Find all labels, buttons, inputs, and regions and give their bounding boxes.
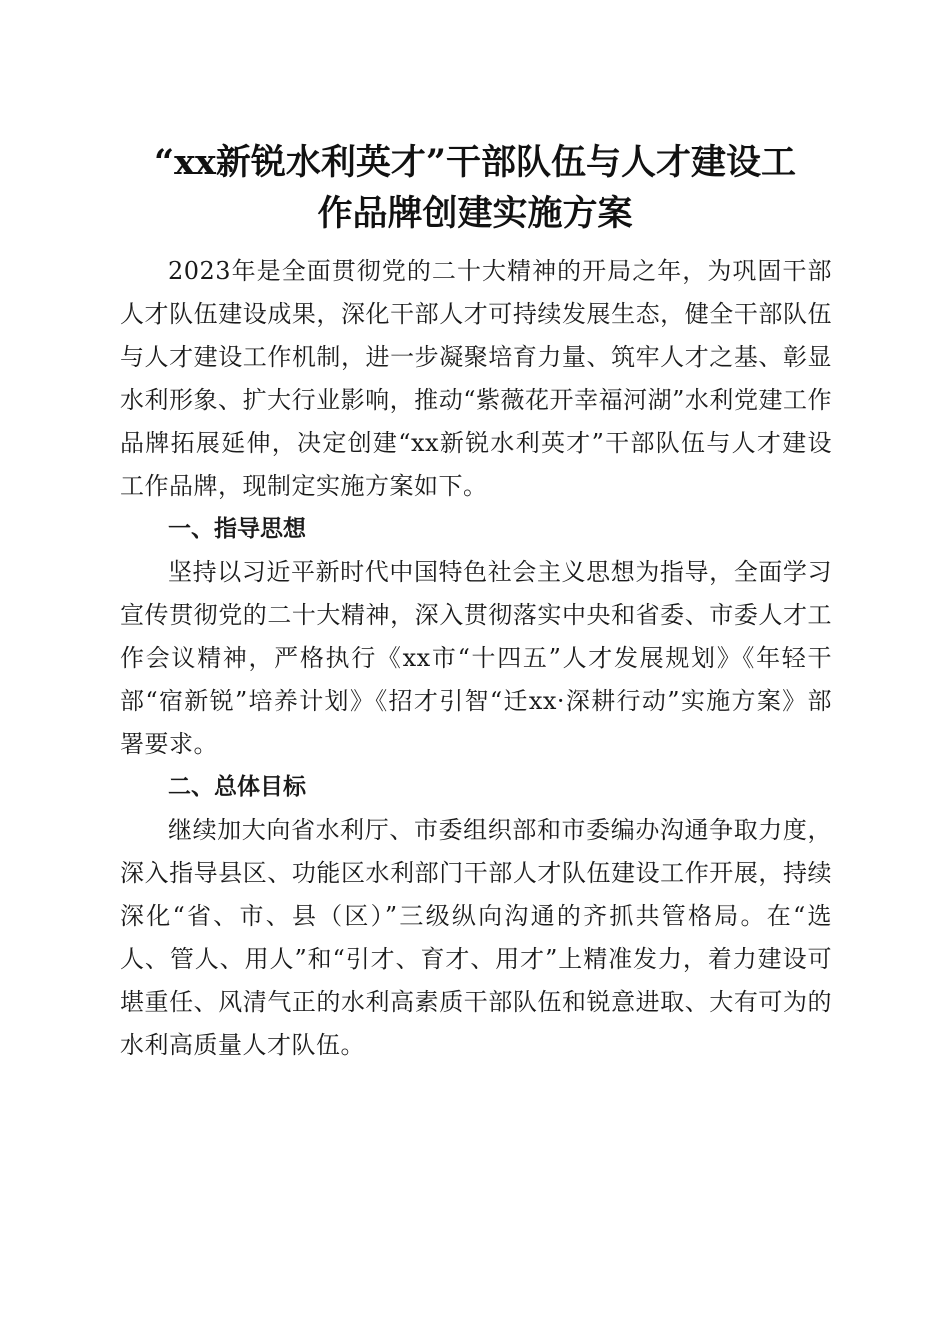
- document-body: [120, 250, 832, 1067]
- section-heading-overall-goal: 二、总体目标: [168, 774, 306, 800]
- section-paragraph-guiding-thought: 坚持以习近平新时代中国特色社会主义思想为指导，全面学习宣传贯彻党的二十大精神，深入贯彻落实中央和省委、市委人才工作会议精神，严格执行《xx市“十四五”人才发展规划》《年轻干部“宿新锐”培养计划》《招才引智“迁xx·深耕行动”实施方案》部署要求。: [120, 558, 832, 758]
- title-line-2: 作品牌创建实施方案: [317, 193, 633, 234]
- intro-paragraph: 2023年是全面贯彻党的二十大精神的开局之年，为巩固干部人才队伍建设成果，深化干部人才可持续发展生态，健全干部队伍与人才建设工作机制，进一步凝聚培育力量、筑牢人才之基、彰显水利形象、扩大行业影响，推动“紫薇花开幸福河湖”水利党建工作品牌拓展延伸，决定创建“xx新锐水利英才”干部队伍与人才建设工作品牌，现制定实施方案如下。: [120, 257, 832, 500]
- section-heading-guiding-thought: 一、指导思想: [168, 516, 306, 542]
- section-paragraph-overall-goal: 继续加大向省水利厅、市委组织部和市委编办沟通争取力度，深入指导县区、功能区水利部门干部人才队伍建设工作开展，持续深化“省、市、县（区）”三级纵向沟通的齐抓共管格局。在“选人、管人、用人”和“引才、育才、用才”上精准发力，着力建设可堪重任、风清气正的水利高素质干部队伍和锐意进取、大有可为的水利高质量人才队伍。: [120, 816, 832, 1059]
- title-line-1: “xx新锐水利英才”干部队伍与人才建设工: [154, 142, 796, 183]
- document-title: [110, 137, 840, 239]
